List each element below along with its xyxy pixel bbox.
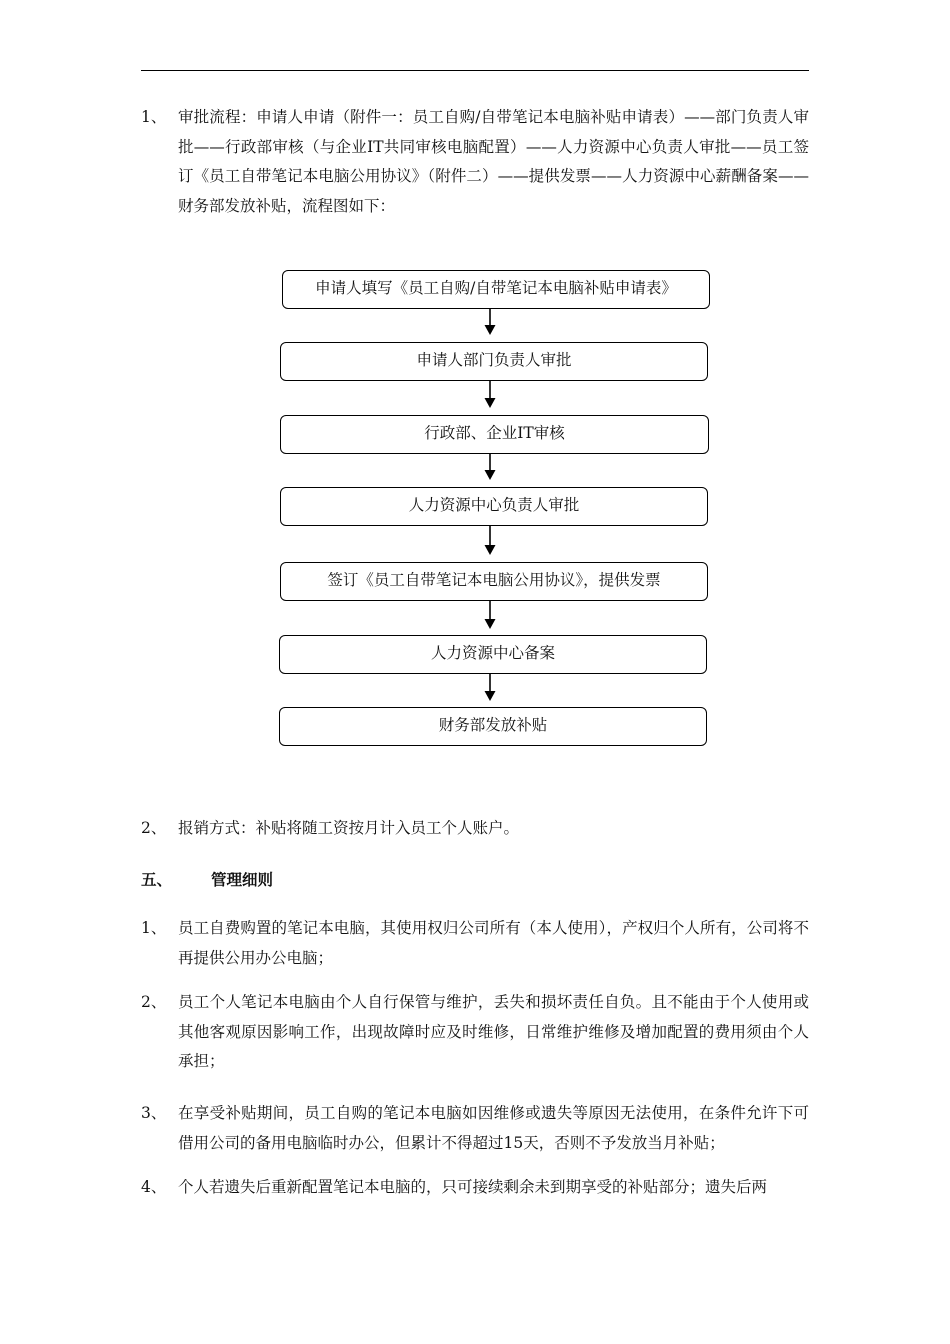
item-text: 审批流程：申请人申请（附件一：员工自购/自带笔记本电脑补贴申请表）——部门负责人审批——行政部审核（与企业IT共同审核电脑配置）——人力资源中心负责人审批——员工签订《员工自带笔记本电脑公用协议》（附件二）——提供发票——人力资源中心薪酬备案——财务部发放补贴，流程图如下： (178, 108, 809, 215)
item-number: 1、 (141, 108, 167, 126)
item-text: 在享受补贴期间，员工自购的笔记本电脑如因维修或遗失等原因无法使用，在条件允许下可借用公司的备用电脑临时办公，但累计不得超过15天，否则不予发放当月补贴； (178, 1104, 809, 1152)
flow-step-1: 申请人填写《员工自购/自带笔记本电脑补贴申请表》 (282, 270, 710, 309)
item-approval-process (141, 103, 809, 221)
section-number: 五、 (141, 870, 173, 889)
item-number: 2、 (141, 819, 167, 837)
header-rule (141, 70, 809, 71)
flow-step-5: 签订《员工自带笔记本电脑公用协议》，提供发票 (280, 562, 708, 601)
item-number: 2、 (141, 993, 167, 1011)
section-heading (141, 869, 274, 891)
flow-arrowhead (485, 398, 496, 408)
flow-arrowhead (485, 619, 496, 629)
item-text: 员工自费购置的笔记本电脑，其使用权归公司所有（本人使用），产权归个人所有，公司将不再提供公用办公电脑； (178, 919, 809, 967)
item-reimbursement-method (141, 814, 809, 844)
flow-arrowhead (485, 545, 496, 555)
item-number: 3、 (141, 1104, 167, 1122)
flow-step-2: 申请人部门负责人审批 (280, 342, 708, 381)
section-title: 管理细则 (211, 870, 274, 889)
flow-arrowhead (485, 470, 496, 480)
item-text: 员工个人笔记本电脑由个人自行保管与维护，丢失和损坏责任自负。且不能由于个人使用或其他客观原因影响工作，出现故障时应及时维修，日常维护维修及增加配置的费用须由个人承担； (178, 993, 809, 1070)
flow-step-3: 行政部、企业IT审核 (280, 415, 709, 454)
rule-item-2 (141, 988, 809, 1077)
item-text: 报销方式：补贴将随工资按月计入员工个人账户。 (178, 819, 520, 837)
flow-step-4: 人力资源中心负责人审批 (280, 487, 708, 526)
item-number: 4、 (141, 1178, 167, 1196)
flow-step-6: 人力资源中心备案 (279, 635, 707, 674)
flow-arrowhead (485, 325, 496, 335)
flow-step-7: 财务部发放补贴 (279, 707, 707, 746)
flow-arrowhead (485, 691, 496, 701)
item-text: 个人若遗失后重新配置笔记本电脑的，只可接续剩余未到期享受的补贴部分；遗失后两 (178, 1178, 768, 1196)
rule-item-1 (141, 914, 809, 973)
rule-item-3 (141, 1099, 809, 1158)
item-number: 1、 (141, 919, 167, 937)
rule-item-4 (141, 1173, 809, 1203)
